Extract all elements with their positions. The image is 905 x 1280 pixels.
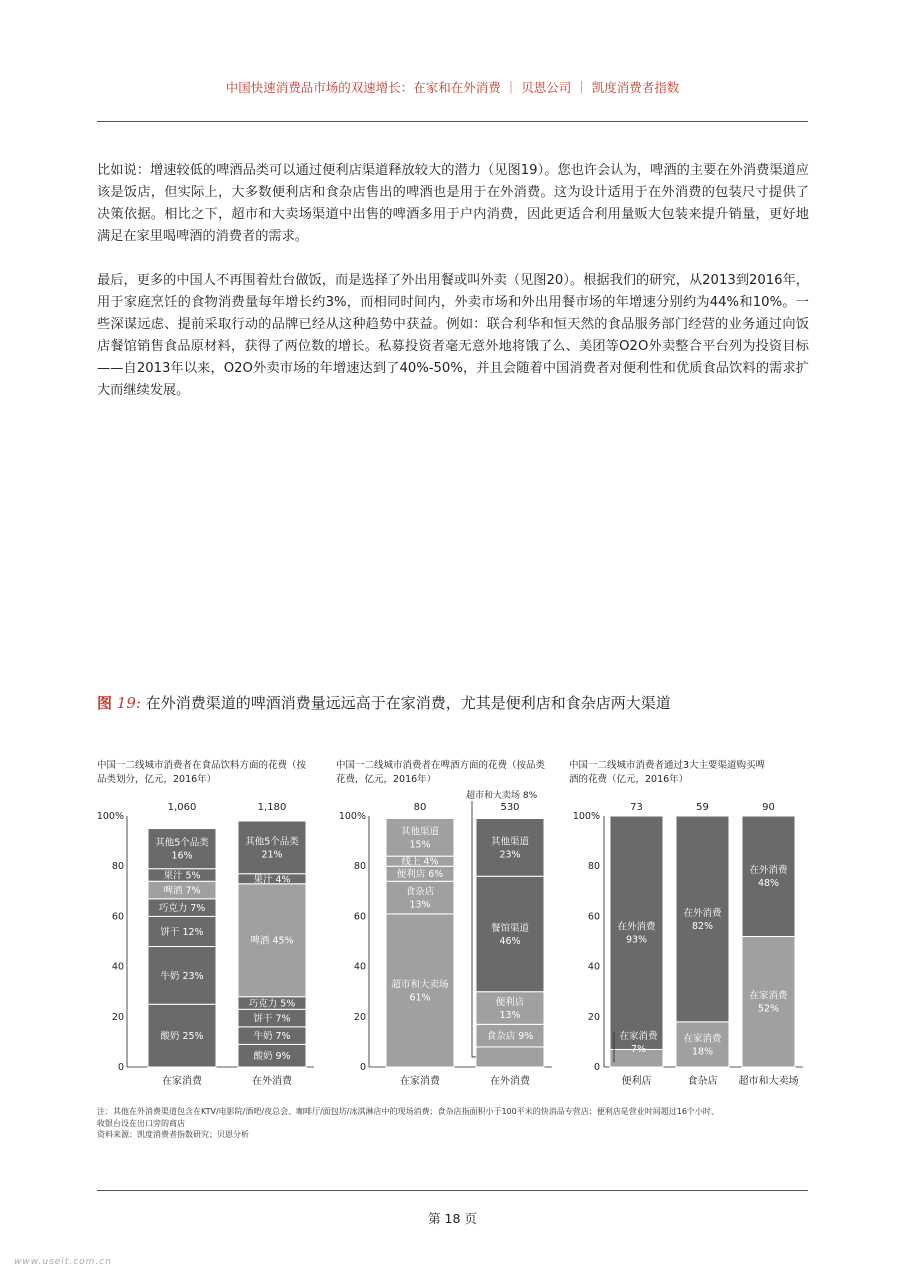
chart1-segment-label: 饼干 7%	[253, 1013, 291, 1025]
chart2-segment-value: 46%	[499, 935, 521, 947]
chart2-callout-line	[472, 801, 476, 1057]
source-line: 资料来源：凯度消费者指数研究；贝恩分析	[97, 1130, 249, 1139]
chart1-segment-label: 果汁 4%	[253, 874, 291, 886]
chart2-segment-label: 其他渠道	[490, 836, 530, 848]
chart2-segment-label: 其他渠道	[400, 826, 440, 838]
chart1-category-label: 在家消费	[162, 1076, 202, 1087]
chart2-bar-segment	[476, 1047, 544, 1067]
chart1-y-tick-label: 100%	[96, 811, 124, 822]
chart1-y-tick-label: 60	[111, 911, 124, 923]
chart2-segment-value: 15%	[409, 839, 431, 851]
chart3-bar-total: 73	[630, 802, 643, 813]
chart3-y-tick-label: 80	[587, 861, 600, 873]
chart3-y-tick-label: 40	[587, 961, 600, 973]
chart3-y-tick-label: 60	[587, 911, 600, 923]
chart1-bar-segment	[238, 821, 306, 874]
chart3-segment-value: 48%	[757, 878, 780, 890]
chart1-y-tick-label: 40	[111, 961, 124, 973]
chart3-category-label: 食杂店	[687, 1076, 718, 1087]
chart2-callout-label: 超市和大卖场 8%	[466, 791, 538, 801]
chart2-segment-label: 餐馆渠道	[490, 922, 530, 934]
chart3-y-tick-label: 0	[593, 1062, 600, 1073]
chart1-segment-label: 牛奶 23%	[160, 970, 204, 982]
chart3-bar-total: 90	[762, 802, 775, 813]
chart2-title: 中国一二线城市消费者在啤酒方面的花费（按品类花费，亿元，2016年）	[336, 760, 546, 785]
footer-divider	[97, 1190, 808, 1191]
chart2-y-tick-label: 60	[353, 911, 366, 923]
chart2-segment-label: 便利店	[495, 997, 525, 1009]
chart2-segment-label: 食杂店	[405, 886, 435, 898]
chart1-segment-label: 酸奶 9%	[253, 1051, 291, 1063]
note-line-2: 收银台设在出口旁的商店	[97, 1118, 185, 1128]
note-line-1: 注：其他在外消费渠道包含在KTV/电影院/酒吧/夜总会、咖啡厅/面包坊/冰淇淋店中的现场消费；食杂店指面积小于100平米的快消品专营店；便利店是营业时间超过16个小时、	[97, 1107, 719, 1116]
chart1-segment-label: 其他5个品类	[155, 837, 209, 849]
chart1-segment-label: 果汁 5%	[163, 870, 201, 882]
watermark: www.useit.com.cn	[14, 1257, 112, 1267]
figure-number: 19	[116, 694, 136, 712]
chart1-segment-label: 啤酒 7%	[163, 885, 201, 897]
chart3-segment-value: 93%	[625, 934, 648, 946]
chart1-bar-total: 1,060	[167, 802, 197, 813]
chart1-bar-total: 1,180	[257, 802, 287, 813]
chart1-segment-value: 16%	[171, 850, 193, 862]
chart1-segment-label: 巧克力 7%	[158, 903, 206, 915]
chart1-y-tick-label: 0	[117, 1062, 124, 1073]
chart2-segment-value: 13%	[499, 1010, 521, 1022]
chart2-y-tick-label: 100%	[338, 811, 366, 822]
chart3-segment-value: 52%	[757, 1003, 780, 1015]
page-header: 中国快速消费品市场的双速增长：在家和在外消费 ｜ 贝恩公司 ｜ 凯度消费者指数	[225, 80, 680, 95]
chart2-bar-total: 80	[413, 802, 427, 813]
chart3-bar-total: 59	[696, 802, 709, 813]
chart2-y-tick-label: 80	[353, 861, 366, 873]
chart1-y-tick-label: 20	[111, 1011, 124, 1023]
chart2-segment-label: 线上 4%	[401, 856, 439, 868]
chart3-segment-label: 在外消费	[617, 921, 656, 933]
chart3-segment-label: 在家消费	[619, 1031, 658, 1043]
chart2-segment-label: 超市和大卖场	[391, 979, 449, 991]
chart2-y-tick-label: 20	[353, 1011, 366, 1023]
chart1-segment-label: 啤酒 45%	[250, 935, 294, 947]
chart3-category-label: 超市和大卖场	[738, 1076, 799, 1087]
chart2-category-label: 在外消费	[490, 1076, 530, 1087]
page-number: 第 18 页	[428, 1211, 477, 1226]
chart2-bar-segment	[476, 819, 544, 877]
chart2-segment-value: 23%	[499, 849, 521, 861]
figure-notes	[97, 1106, 817, 1141]
chart3-segment-label: 在外消费	[683, 907, 722, 919]
figure-title-text: 在外消费渠道的啤酒消费量远远高于在家消费，尤其是便利店和食杂店两大渠道	[145, 694, 671, 712]
chart1-segment-label: 饼干 12%	[160, 926, 204, 938]
chart2-bar-total: 530	[500, 802, 520, 813]
chart3-y-tick-label: 20	[587, 1011, 600, 1023]
chart1-segment-label: 巧克力 5%	[248, 998, 296, 1010]
chart1-segment-label: 牛奶 7%	[253, 1031, 291, 1043]
chart1-title: 中国一二线城市消费者在食品饮料方面的花费（按品类划分，亿元，2016年）	[97, 760, 307, 785]
chart3-segment-label: 在家消费	[749, 990, 788, 1002]
chart3-segment-label: 在外消费	[749, 865, 788, 877]
chart1-category-label: 在外消费	[252, 1076, 292, 1087]
chart1-segment-value: 21%	[261, 849, 283, 861]
chart3-segment-value: 7%	[630, 1044, 647, 1056]
chart2-segment-value: 61%	[409, 992, 431, 1004]
chart3-segment-value: 18%	[691, 1046, 714, 1058]
chart3-segment-value: 82%	[691, 920, 714, 932]
chart2-segment-label: 食杂店 9%	[486, 1031, 534, 1043]
chart1-segment-label: 酸奶 25%	[160, 1031, 204, 1043]
chart1-y-tick-label: 80	[111, 861, 124, 873]
chart1-segment-label: 其他5个品类	[245, 836, 299, 848]
paragraph-2-text: 最后，更多的中国人不再围着灶台做饭，而是选择了外出用餐或叫外卖（见图20）。根据我们的研究，从2013到2016年，用于家庭烹饪的食物消费量每年增长约3%，而相同时间内，外卖市场和外出用餐市场的年增速分别约为44%和10%。一些深谋远虑、提前采取行动的品牌已经从这种趋势中获益。例如：联合利华和恒天然的食品服务部门经营的业务通过向饭店餐馆销售食品原材料，获得了两位数的增长。私募投资者毫无意外地将饿了么、美团等O2O外卖整合平台列为投资目标——自2013年以来，O2O外卖市场的年增速达到了40%-50%，并且会随着中国消费者对便利性和优质食品饮料的需求扩大而继续发展。	[97, 273, 809, 398]
figure-colon: :	[135, 694, 141, 712]
chart2-y-tick-label: 40	[353, 961, 366, 973]
chart2-category-label: 在家消费	[400, 1076, 440, 1087]
chart3-y-tick-label: 100%	[572, 811, 600, 822]
chart2-segment-label: 便利店 6%	[396, 869, 444, 881]
chart3-segment-label: 在家消费	[683, 1033, 722, 1045]
chart2-segment-value: 13%	[409, 899, 431, 911]
chart3-category-label: 便利店	[621, 1076, 652, 1087]
paragraph-1-text: 比如说：增速较低的啤酒品类可以通过便利店渠道释放较大的潜力（见图19）。您也许会认为，啤酒的主要在外消费渠道应该是饭店，但实际上，大多数便利店和食杂店售出的啤酒也是用于在外消费。这为设计适用于在外消费的包装尺寸提供了决策依据。相比之下，超市和大卖场渠道中出售的啤酒多用于户内消费，因此更适合利用量贩大包装来提升销量，更好地满足在家里喝啤酒的消费者的需求。	[97, 163, 809, 244]
chart3-title: 中国一二线城市消费者通过3大主要渠道购买啤酒的花费（亿元，2016年）	[569, 760, 766, 785]
figure-label: 图	[97, 694, 113, 712]
chart2-y-tick-label: 0	[359, 1062, 366, 1073]
